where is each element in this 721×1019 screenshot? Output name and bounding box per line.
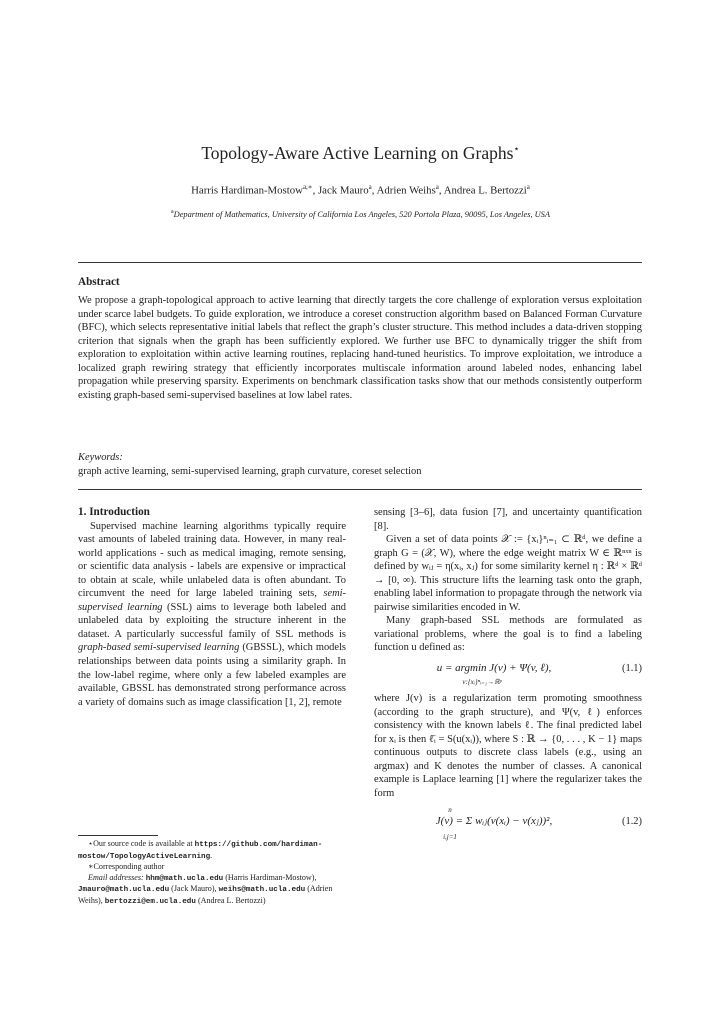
email-link[interactable]: weihs@math.ucla.edu [218,886,306,895]
email-link[interactable]: bertozzi@em.ucla.edu [104,897,196,906]
left-column [78,506,346,709]
footnote-text: ⋆Our source code is available at [88,839,195,848]
footnote-rule [78,835,158,836]
equation-superscript: n [448,806,452,815]
keywords-text: graph active learning, semi-supervised learning, graph curvature, coreset selection [78,466,422,477]
equation-body: u = argmin J(v) + Ψ(v, ℓ), [436,662,552,675]
emphasis-gbssl: graph-based semi-supervised learning [78,642,240,654]
affiliation-text: Department of Mathematics, University of California Los Angeles, 520 Portola Plaza, 90095, Los Angeles, USA [173,209,550,219]
equation-1-2 [374,806,642,844]
text-run: Supervised machine learning algorithms typically require vast amounts of labeled training data. However, in many real-world applications - such as medical imaging, remote sensing, or scientific data analysis - labels are expensive or impractical to obtain at scale, while unlabeled data is often abundant. To circumvent the need for large labeled training sets, [78,520,346,600]
keywords-heading: Keywords: [78,452,123,463]
author-list: Harris Hardiman-Mostow$^{a,∗}$, Jack Mauro$^a$, Adrien Weihs$^a$, Andrea L. Bertozzi$^a$ [191,183,530,197]
author-mark: a [368,183,372,191]
footnote-text: . [210,850,213,860]
footnote-emails [78,873,348,908]
author-mark: a [435,183,439,191]
author-name: Andrea L. Bertozzi [443,184,527,197]
text-run: (GBSSL), which models relationships between data points using a similarity graph. In the low-label regime, where only a few labeled examples are available, GBSSL has demonstrated strong performance across a variety of domains such as image classification [1, 2], remote [78,642,346,708]
intro-paragraph-1 [78,520,346,710]
email-owner: (Harris Hardiman-Mostow), [223,872,317,882]
text-run: (SSL) aims to leverage both labeled and unlabeled data by exploiting the structure inherent in the dataset. A particularly successful family of SSL methods is [78,601,347,640]
intro-paragraph-continued: sensing [3–6], data fusion [7], and uncertainty quantification [8]. [374,507,642,532]
paper-title-text: Topology-Aware Active Learning on Graphs [201,143,514,163]
paper-title [0,143,721,164]
abstract-top-rule [78,262,642,263]
author-mark: a,∗ [302,183,313,191]
author-name: Adrien Weihs [376,184,436,197]
author-mark: a [526,183,530,191]
title-footnote-mark: ⋆ [513,144,520,156]
equation-1-1 [374,658,642,688]
equation-body: J(v) = Σ wᵢⱼ(v(xᵢ) − v(xⱼ))², [435,815,553,828]
footnote-code [78,839,348,862]
footnote-corresponding: ∗Corresponding author [88,862,165,872]
email-label: Email addresses: [88,872,144,882]
author-name: Jack Mauro [317,184,369,197]
right-column [374,506,642,848]
affiliation-mark: a [171,209,174,215]
email-owner: (Adrien Weihs), [78,884,333,905]
intro-paragraph-2: Given a set of data points 𝒳 := {xᵢ}ⁿᵢ₌₁ ⊂ ℝᵈ, we define a graph G = (𝒳, W), where the edge weight matrix W ∈ ℝⁿˣⁿ is defined by wᵢⱼ = η(xᵢ, xⱼ) for some similarity kernel η : ℝᵈ × ℝᵈ → [0, ∞). This structure lifts the learning task onto the graph, enabling label information to propagate through the network via pairwise similarities encoded in W. [374,534,642,613]
equation-number: (1.1) [622,663,642,675]
equation-subscript: v:{xᵢ}ⁿᵢ₌₁→ℝᵖ [462,678,502,687]
footnotes [78,839,348,908]
email-owner: (Andrea L. Bertozzi) [195,895,266,905]
email-link[interactable]: hhm@math.ucla.edu [145,874,224,883]
abstract-text: We propose a graph-topological approach to active learning that directly targets the core challenge of exploration versus exploitation under scarce label budgets. To guide exploration, we introduce a coreset construction algorithm based on Balanced Forman Curvature (BFC), which selects representative initial labels that reflect the graph’s cluster structure. This method includes a data-driven stopping criterion that signals when the graph has been sufficiently explored. We further use BFC to dynamically trigger the shift from exploration to exploitation within active learning routines, replacing hand-tuned heuristics. To improve exploitation, we introduce a localized graph rewiring strategy that efficiently incorporates multiscale information around labeled nodes, enhancing label propagation while preserving sparsity. Experiments on benchmark classification tasks show that our methods consistently outperform existing graph-based semi-supervised baselines at low label rates. [78,295,642,401]
author-name: Harris Hardiman-Mostow [191,184,303,197]
equation-subscript: i,j=1 [443,833,457,842]
affiliation [0,209,721,219]
code-link[interactable]: https://github.com/hardiman-mostow/TopologyActiveLearning [78,841,323,861]
abstract-heading: Abstract [78,276,120,288]
emphasis-ssl: semi-supervised learning [78,588,346,613]
email-link[interactable]: Jmauro@math.ucla.edu [78,886,170,895]
section-heading: 1. Introduction [78,506,150,518]
abstract-bottom-rule [78,489,642,490]
equation-number: (1.2) [622,816,642,828]
email-owner: (Jack Mauro), [169,884,219,894]
intro-paragraph-4: where J(v) is a regularization term promoting smoothness (according to the graph structure), and Ψ(v, ℓ) enforces consistency with the known labels ℓ. The final predicted label for xᵢ is then ℓ̄ᵢ = S(u(xᵢ)), where S : ℝ → {0, . . . , K − 1} maps continuous outputs to discrete class labels (e.g., using an argmax) and K denotes the number of classes. A canonical example is Laplace learning [1] where the regularizer takes the form [374,693,642,799]
intro-paragraph-3: Many graph-based SSL methods are formulated as variational problems, where the goal is to find a labeling function u defined as: [374,615,642,654]
